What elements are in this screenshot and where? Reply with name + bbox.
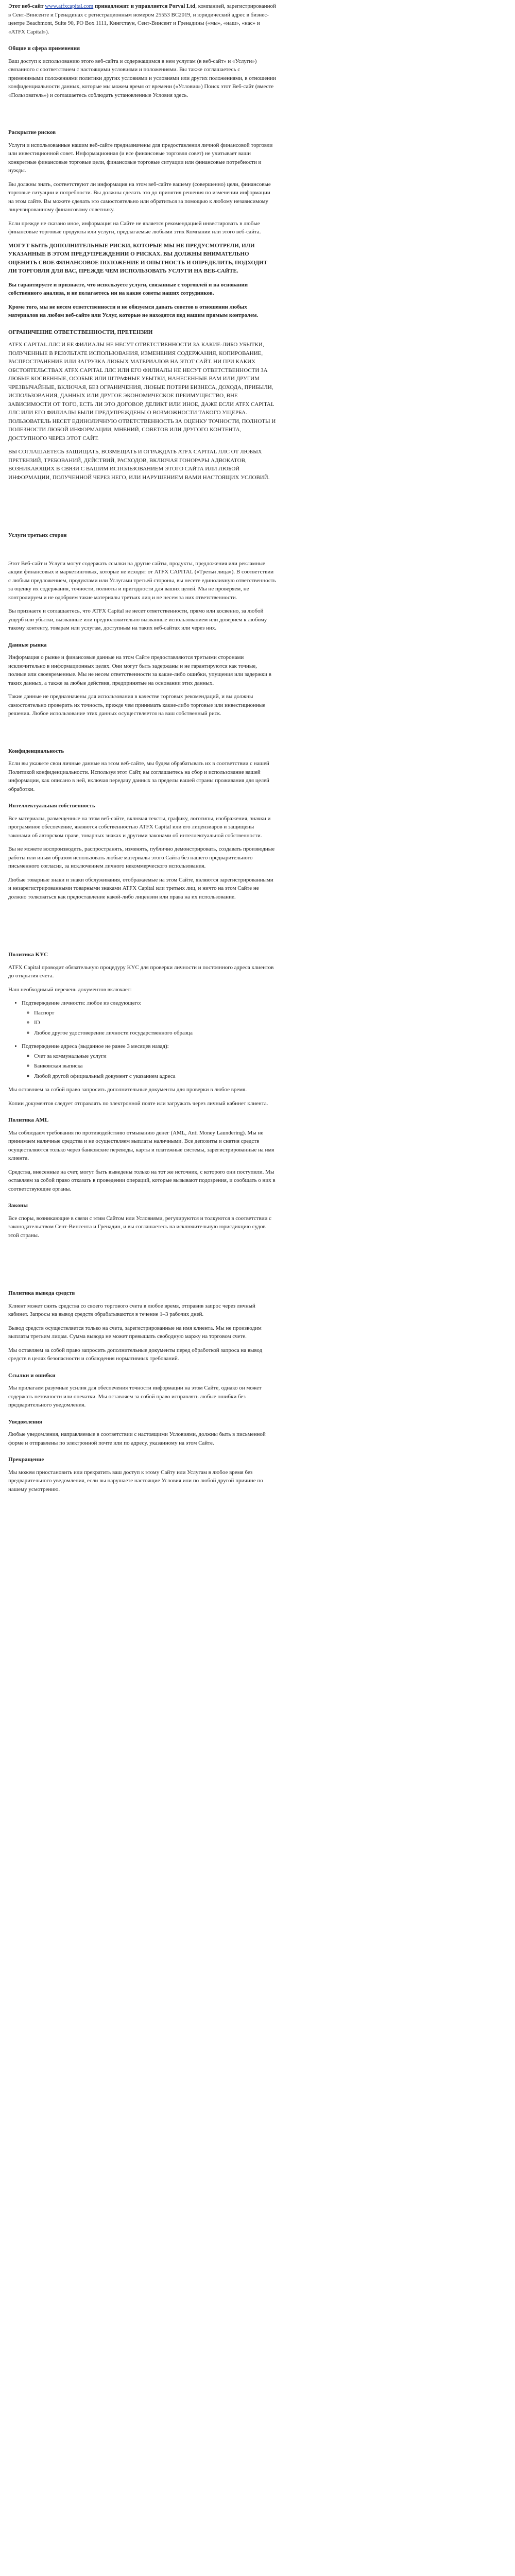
section-title-liability: ОГРАНИЧЕНИЕ ОТВЕТСТВЕННОСТИ, ПРЕТЕНЗИИ xyxy=(8,329,153,335)
kyc-identity-sublist xyxy=(22,1009,276,1038)
list-item: ◦ Паспорт xyxy=(34,1009,276,1018)
section-title-termination: Прекращение xyxy=(8,1456,44,1463)
liability-paragraph: ATFX CAPITAL ЛЛС И ЕЕ ФИЛИАЛЫ НЕ НЕСУТ ОТВЕТСТВЕННОСТИ ЗА КАКИЕ-ЛИБО УБЫТКИ, ПОЛУЧЕННЫЕ В РЕЗУЛЬТАТЕ ИСПОЛЬЗОВАНИЯ, ИЗМЕНЕНИЯ СОДЕРЖАНИЯ, КОПИРОВАНИЕ, РАСПРОСТРАНЕНИЕ ИЛИ ЗАГРУЗКА ЛЮБЫХ МАТЕРИАЛОВ НА ЭТОТ САЙТ. НИ ПРИ КАКИХ ОБСТОЯТЕЛЬСТВАХ ATFX CAPITAL ЛЛС ИЛИ ЕГО ФИЛИАЛЫ НЕ НЕСУТ ОТВЕТСТВЕННОСТИ ЗА ЛЮБЫЕ КОСВЕННЫЕ, ОСОБЫЕ ИЛИ ШТРАФНЫЕ УБЫТКИ, НАНЕСЕННЫЕ ВАМ ИЛИ ДРУГИМ ЧРЕЗВЫЧАЙНЫЕ, ВКЛЮЧАЯ, БЕЗ ОГРАНИЧЕНИЯ, ЛЮБЫЕ ПОТЕРИ БИЗНЕСА, ДОХОДА, ПРИБЫЛИ, ИСПОЛЬЗОВАНИЯ, ДАННЫХ ИЛИ ДРУГОЕ ЭКОНОМИЧЕСКОЕ ПРЕИМУЩЕСТВО, ВНЕ ЗАВИСИМОСТИ ОТ ТОГО, ЕСТЬ ЛИ ЭТО ДОГОВОР, ДЕЛИКТ ИЛИ ИНОЕ, ДАЖЕ ЕСЛИ ATFX CAPITAL ЛЛС ИЛИ ЕГО ФИЛИАЛЫ БЫЛИ ПРЕДУПРЕЖДЕНЫ О ВОЗМОЖНОСТИ ТАКОГО УЩЕРБА. ПОЛЬЗОВАТЕЛЬ НЕСЕТ ЕДИНОЛИЧНУЮ ОТВЕТСТВЕННОСТЬ ЗА ОЦЕНКУ ТОЧНОСТИ, ПОЛНОТЫ И ПОЛЕЗНОСТИ ЛЮБОЙ ИНФОРМАЦИИ, МНЕНИЙ, СОВЕТОВ ИЛИ ДРУГОГО КОНТЕНТА, ДОСТУПНОГО ЧЕРЕЗ ЭТОТ САЙТ. xyxy=(8,342,276,442)
section-title-aml: Политика AML xyxy=(8,1117,49,1123)
section-title-general: Общие и сфера применения xyxy=(8,45,80,52)
kyc-paragraph: ATFX Capital проводит обязательную процедуру KYC для проверки личности и постоянного адреса клиентов до открытия счета. xyxy=(8,964,274,979)
kyc-paragraph: Копии документов следует отправлять по электронной почте или загружать через личный кабинет клиента. xyxy=(8,1100,268,1107)
section-title-risk: Раскрытие рисков xyxy=(8,129,56,135)
aml-paragraph: Средства, внесенные на счет, могут быть выведены только на тот же источник, с которого они поступили. Мы оставляем за собой право отказать в проведении операций, которые вызывают подозрения, и сообщать о них в соответствующие органы. xyxy=(8,1168,276,1192)
list-item: ◦ Банковская выписка xyxy=(34,1062,276,1071)
risk-acknowledgement-bold: Вы гарантируете и признаете, что используете услуги, связанные с торговлей и на основании собственного анализа, и не полагаетесь ни на какие советы наших сотрудников. xyxy=(8,281,248,296)
intro-paragraph xyxy=(8,2,276,36)
kyc-address-sublist xyxy=(22,1052,276,1081)
risk-paragraph: Если прежде не сказано иное, информация на Сайте не является рекомендацией инвестировать в любые финансовые торговые продукты или услуги, предлагаемые любыми этих Компании или этого веб-сайта. xyxy=(8,220,261,235)
owner-text: принадлежит и управляется Porval Ltd xyxy=(94,3,196,9)
ip-paragraph: Вы не можете воспроизводить, распространять, изменять, публично демонстрировать, создавать производные работы или иным образом использовать любые материалы этого Сайта без нашего предварительного письменного согласия, за исключением личного некоммерческого использования. xyxy=(8,846,275,869)
general-paragraph: Ваш доступ к использованию этого веб-сайта и содержащимся в нем услугам (в веб-сайт» и «Услуги») связанного с соответствием с настоящими условиями и положениями. Вы также соглашаетесь с применимыми положениями политики других условиями и условиями или других положениями, в отношении конфиденциальности данных, которые мы можем время от времени («Условия») Поиск этот Веб-сайт (вместе «Пользователь») и соглашаетесь соблюдать установленные Условия здесь. xyxy=(8,58,276,98)
section-title-withdrawal: Политика вывода средств xyxy=(8,1290,75,1296)
kyc-paragraph: Мы оставляем за собой право запросить дополнительные документы для проверки в любое время. xyxy=(8,1087,247,1093)
liability-paragraph: ВЫ СОГЛАШАЕТЕСЬ ЗАЩИЩАТЬ, ВОЗМЕЩАТЬ И ОГРАЖДАТЬ ATFX CAPITAL ЛЛС ОТ ЛЮБЫХ ПРЕТЕНЗИЙ, ТРЕБОВАНИЙ, ДЕЙСТВИЙ, РАСХОДОВ, ВКЛЮЧАЯ ГОНОРАРЫ АДВОКАТОВ, ВОЗНИКАЮЩИХ В СВЯЗИ С ВАШИМ ИСПОЛЬЗОВАНИЕМ ЭТОГО САЙТА ИЛИ ЛЮБОЙ ИНФОРМАЦИИ, ПОЛУЧЕННОЙ ЧЕРЕЗ НЕГО, ИЛИ НАРУШЕНИЕМ ВАМИ НАСТОЯЩИХ УСЛОВИЙ. xyxy=(8,449,270,481)
law-paragraph: Все споры, возникающие в связи с этим Сайтом или Условиями, регулируются и толкуются в соответствии с законодательством Сент-Винсента и Гренадин, и вы соглашаетесь на исключительную юрисдикцию судов этой страны. xyxy=(8,1215,272,1239)
third-party-paragraph: Вы признаете и соглашаетесь, что ATFX Capital не несет ответственности, прямо или косвенно, за любой ущерб или убытки, вызванные или предположительно вызванные использованием или доверием к любому такому контенту, товарам или услугам, доступным на таких веб-сайтах или через них. xyxy=(8,608,267,631)
registration-text: , компанией, зарегистрированной в Сент-Винсенте и Гренадинах с регистрационным номером 25553 BC2019, и юридический адрес в бизнес-центре Beachmont, Suite 90, PO Box 1111, Кингстаун, Сент-Винсент и Гренадины («мы», «наш», «нас» и «ATFX Capital»). xyxy=(8,3,276,35)
kyc-document-list xyxy=(8,999,276,1080)
errors-paragraph: Мы прилагаем разумные усилия для обеспечения точности информации на этом Сайте, однако он может содержать неточности или опечатки. Мы оставляем за собой право исправлять любые ошибки без предварительного уведомления. xyxy=(8,1385,262,1408)
list-item: • Подтверждение адреса (выданное не ранее 3 месяцев назад): ◦ Счет за коммунальные услуги ◦ Банковская выписка ◦ Любой другой официальный документ с указанием адреса xyxy=(22,1042,276,1080)
terms-document xyxy=(0,0,276,1499)
list-item: ◦ Любое другое удостоверение личности государственного образца xyxy=(34,1029,276,1038)
section-title-third-party: Услуги третьих сторон xyxy=(8,532,67,538)
termination-paragraph: Мы можем приостановить или прекратить ваш доступ к этому Сайту или Услугам в любое время без предварительного уведомления, если вы нарушаете настоящие Условия или по любой другой причине по нашему усмотрению. xyxy=(8,1469,263,1493)
list-item: ◦ ID xyxy=(34,1019,276,1027)
kyc-paragraph: Наш необходимый перечень документов включает: xyxy=(8,986,132,993)
market-data-paragraph: Информация о рынке и финансовые данные на этом Сайте предоставляются третьими сторонами исключительно в информационных целях. Они могут быть задержаны и не гарантируются как точные, полные или своевременные. Мы не несем ответственности за какие-либо ошибки, упущения или задержки в таких данных, а также за любые действия, предпринятые на основании этих данных. xyxy=(8,654,271,686)
risk-paragraph: Услуги и использованные нашим веб-сайте предназначены для предоставления личной финансовой торговли или инвестиционной совет. Информационная (и все финансовые торговля совет) не учитывает ваши конкретные финансовые торговые цели, финансовые торговые ситуации или финансовые потребности и нужды. xyxy=(8,142,273,174)
section-title-notices: Уведомления xyxy=(8,1418,42,1425)
site-label: Этот веб-сайт xyxy=(8,3,44,9)
section-title-law: Законы xyxy=(8,1202,28,1209)
notices-paragraph: Любые уведомления, направляемые в соответствии с настоящими Условиями, должны быть в письменной форме и отправлены по электронной почте или по адресу, указанному на этом Сайте. xyxy=(8,1431,266,1446)
section-title-ip: Интеллектуальная собственность xyxy=(8,803,95,809)
list-item: • Подтверждение личности: любое из следующего: ◦ Паспорт ◦ ID ◦ Любое другое удостоверение личности государственного образца xyxy=(22,999,276,1037)
risk-paragraph: Вы должны знать, соответствуют ли информация на этом веб-сайте вашему (совершенно) цели, финансовые торговые ситуации и потребности. Вы должны сделать это до принятия решения по изменении информации на этом сайте. Вы можете сделать это самостоятельно или обратиться за помощью к любому независимому лицензированному финансовому советнику. xyxy=(8,181,271,213)
risk-responsibility-bold: Кроме того, мы не несем ответственности и не обязуемся давать советов в отношении любых материалов на любом веб-сайте или Услуг, которые не находятся под нашим прямым контролем. xyxy=(8,303,259,318)
list-item: ◦ Любой другой официальный документ с указанием адреса xyxy=(34,1072,276,1081)
section-title-kyc: Политика KYC xyxy=(8,952,48,958)
market-data-paragraph: Такие данные не предназначены для использования в качестве торговых рекомендаций, и вы должны самостоятельно проверить их точность, прежде чем принимать какие-либо торговые или инвестиционные решения. Любое использование этих данных осуществляется на ваш собственный риск. xyxy=(8,693,266,717)
withdrawal-paragraph: Вывод средств осуществляется только на счета, зарегистрированные на имя клиента. Мы не производим выплаты третьим лицам. Сумма вывода не может превышать свободную маржу на торговом счете. xyxy=(8,1325,262,1340)
site-url-link[interactable]: www.atfxcapital.com xyxy=(45,3,94,9)
ip-paragraph: Все материалы, размещенные на этом веб-сайте, включая тексты, графику, логотипы, изображения, значки и программное обеспечение, являются собственностью ATFX Capital или его лицензиаров и защищены законами об авторском праве, товарных знаках и другими законами об интеллектуальной собственности. xyxy=(8,815,271,839)
list-item: ◦ Счет за коммунальные услуги xyxy=(34,1052,276,1061)
withdrawal-paragraph: Клиент может снять средства со своего торгового счета в любое время, отправив запрос через личный кабинет. Запросы на вывод средств обрабатываются в течение 1–3 рабочих дней. xyxy=(8,1302,255,1317)
risk-warning-bold: МОГУТ БЫТЬ ДОПОЛНИТЕЛЬНЫЕ РИСКИ, КОТОРЫЕ МЫ НЕ ПРЕДУСМОТРЕЛИ, ИЛИ УКАЗАННЫЕ В ЭТОМ ПРЕДУПРЕЖДЕНИИ О РИСКАХ. ВЫ ДОЛЖНЫ ВНИМАТЕЛЬНО ОЦЕНИТЬ СВОЕ ФИНАНСОВОЕ ПОЛОЖЕНИЕ И ОПЫТНОСТЬ И ОПРЕДЕЛИТЬ, ПОДХОДИТ ЛИ ТОРГОВЛЯ ДЛЯ ВАС, ПРЕЖДЕ ЧЕМ ИСПОЛЬЗОВАТЬ УСЛУГИ НА ВЕБ-САЙТЕ. xyxy=(8,242,268,274)
section-title-market-data: Данные рынка xyxy=(8,641,47,648)
privacy-paragraph: Если вы укажете свои личные данные на этом веб-сайте, мы будем обрабатывать их в соответствии с нашей Политикой конфиденциальности. Используя этот Сайт, вы соглашаетесь на сбор и использование вашей информации, как описано в ней, включая передачу данных за пределы вашей страны проживания для целей обработки. xyxy=(8,760,269,792)
aml-paragraph: Мы соблюдаем требования по противодействию отмыванию денег (AML, Anti Money Laundering). Мы не принимаем наличные средства и не осуществляем выплаты наличными. Все депозиты и снятия средств осуществляются только через банковские переводы, карты и платежные системы, зарегистрированные на имя клиента. xyxy=(8,1129,274,1161)
withdrawal-paragraph: Мы оставляем за собой право запросить дополнительные документы перед обработкой запроса на вывод средств в целях безопасности и соблюдения нормативных требований. xyxy=(8,1347,263,1362)
section-title-privacy: Конфиденциальность xyxy=(8,748,64,754)
ip-paragraph: Любые товарные знаки и знаки обслуживания, отображаемые на этом Сайте, являются зарегистрированными и незарегистрированными товарными знаками ATFX Capital или третьих лиц, и ничто на этом Сайте не должно толковаться как предоставление какой-либо лицензии или права на их использование. xyxy=(8,876,273,900)
section-title-errors: Ссылки и ошибки xyxy=(8,1372,56,1379)
third-party-paragraph: Этот Веб-сайт и Услуги могут содержать ссылки на другие сайты, продукты, предложения или рекламные акции финансовых и маркетинговых, которые не исходят от ATFX CAPITAL («Третьи лица»). В соответствии с любым предложением, продуктами или Услугами третьей стороны, вы несете единоличную ответственность за оценку их содержания, точности, полноты и пригодности для ваших целей. Мы не проверяем, не контролируем и не одобряем такие материалы третьих лиц и не несем за них ответственности. xyxy=(8,560,276,601)
